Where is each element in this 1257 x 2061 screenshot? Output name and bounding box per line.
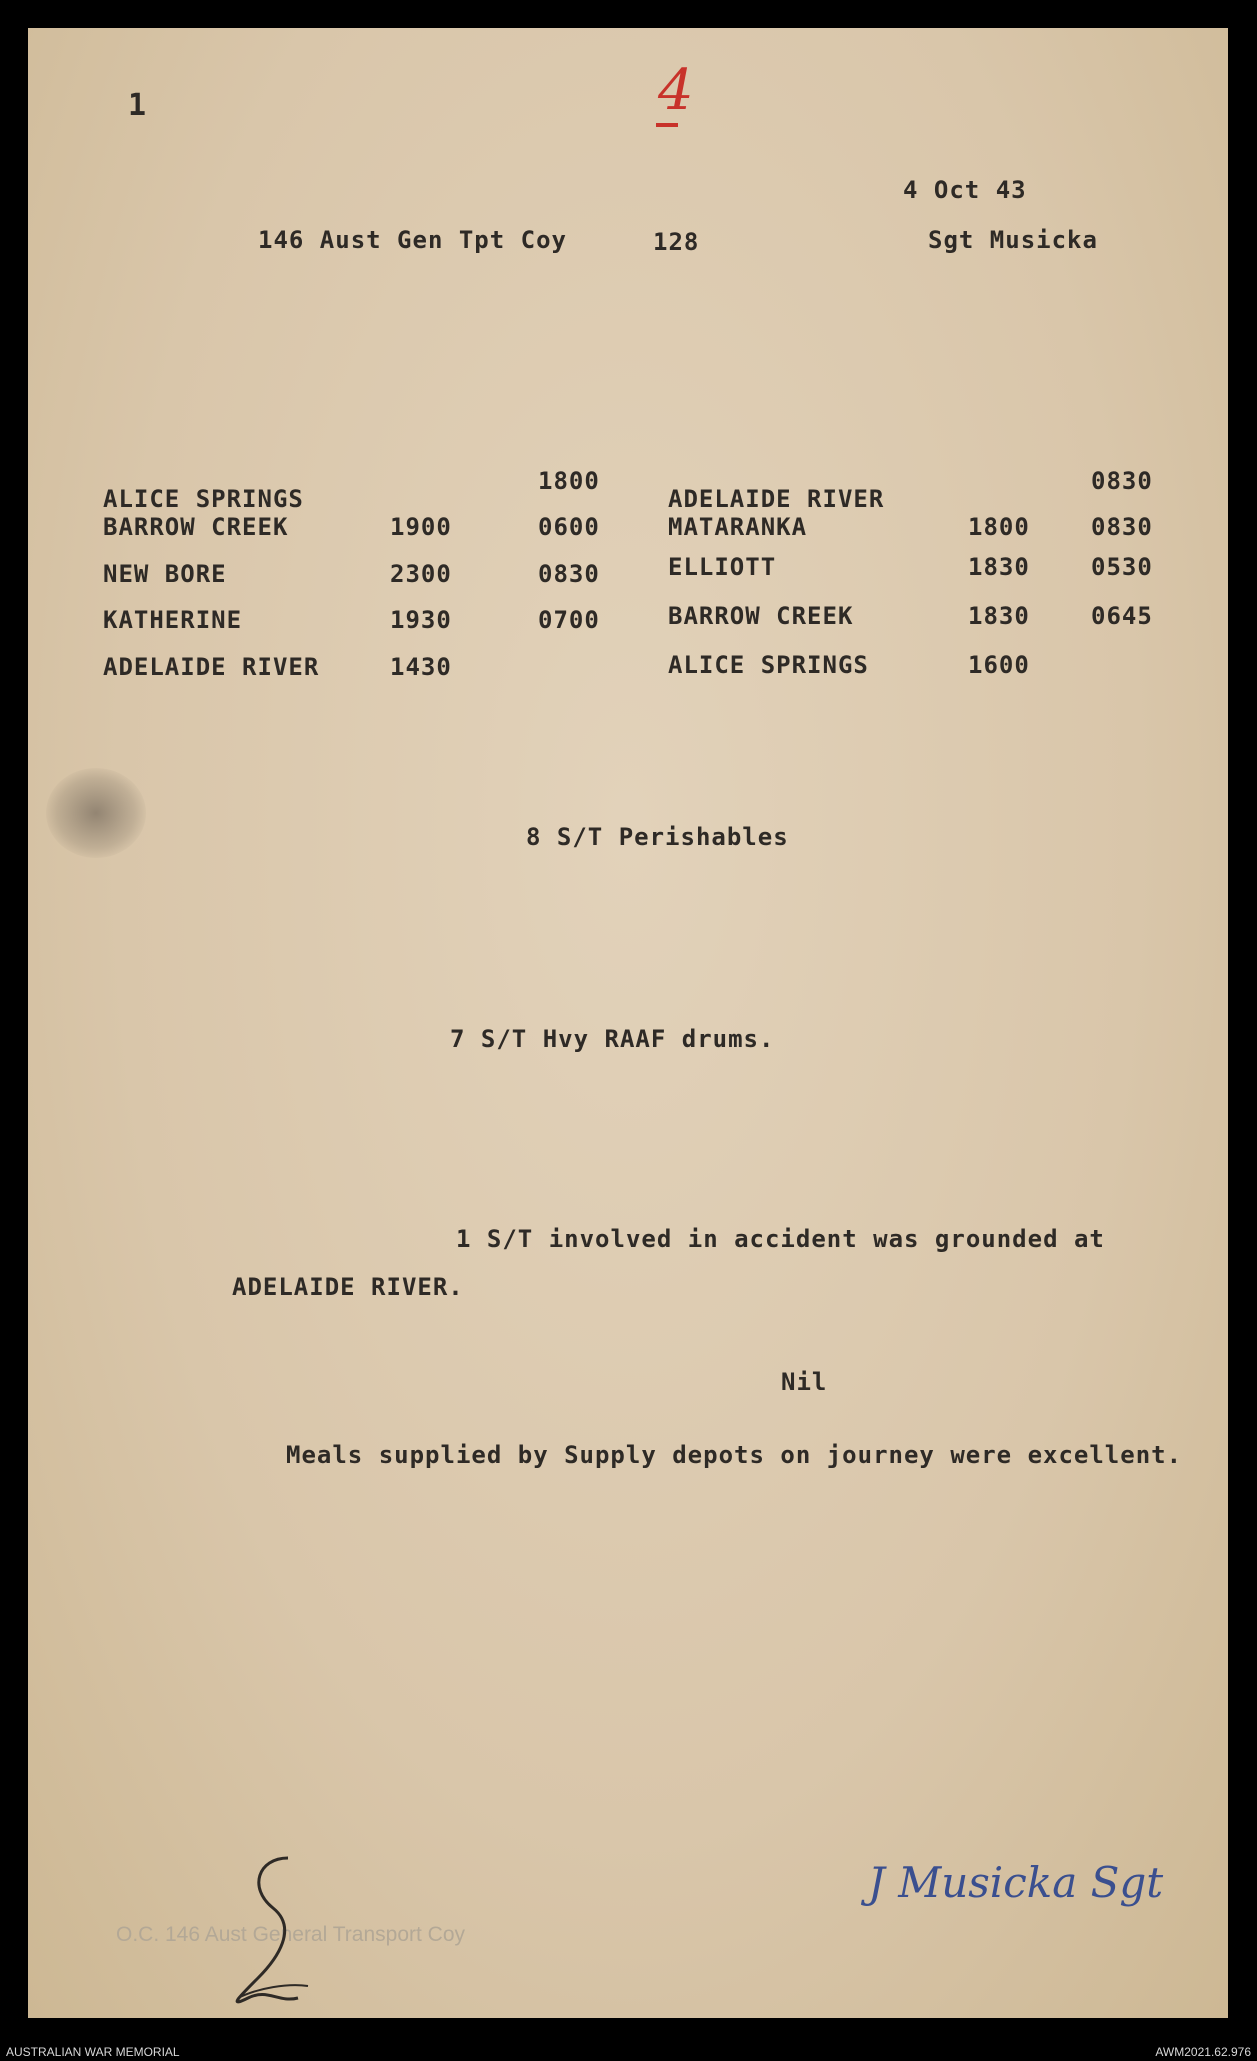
schedule-dep: 0530 bbox=[1091, 553, 1153, 581]
perishables-line: 8 S/T Perishables bbox=[526, 823, 789, 851]
report-date: 4 Oct 43 bbox=[903, 176, 1027, 204]
report-number: 128 bbox=[653, 228, 700, 256]
schedule-place: ALICE SPRINGS bbox=[103, 485, 304, 513]
schedule-place: BARROW CREEK bbox=[103, 513, 289, 541]
schedule-arr: 1600 bbox=[968, 651, 1030, 679]
schedule-arr: 1830 bbox=[968, 553, 1030, 581]
schedule-arr: 1800 bbox=[968, 513, 1030, 541]
schedule-dep: 0830 bbox=[1091, 513, 1153, 541]
schedule-arr: 2300 bbox=[390, 560, 452, 588]
drums-line: 7 S/T Hvy RAAF drums. bbox=[450, 1025, 775, 1053]
nil-line: Nil bbox=[781, 1368, 828, 1396]
oc-stamp: O.C. 146 Aust General Transport Coy bbox=[116, 1923, 466, 1946]
schedule-place: ADELAIDE RIVER bbox=[103, 653, 320, 681]
schedule-dep: 0700 bbox=[538, 606, 600, 634]
accident-line-2: ADELAIDE RIVER. bbox=[232, 1273, 464, 1301]
unit-name: 146 Aust Gen Tpt Coy bbox=[258, 226, 567, 254]
schedule-place: ALICE SPRINGS bbox=[668, 651, 869, 679]
schedule-dep: 1800 bbox=[538, 467, 600, 495]
footer-left: AUSTRALIAN WAR MEMORIAL bbox=[6, 2045, 180, 2059]
schedule-arr: 1830 bbox=[968, 602, 1030, 630]
document-page bbox=[28, 28, 1228, 2018]
oc-signature-scribble bbox=[218, 1848, 328, 2018]
schedule-place: ADELAIDE RIVER bbox=[668, 485, 885, 513]
nco-name: Sgt Musicka bbox=[928, 226, 1098, 254]
schedule-dep: 0600 bbox=[538, 513, 600, 541]
schedule-arr: 1430 bbox=[390, 653, 452, 681]
handwritten-signature: J Musicka Sgt bbox=[868, 1858, 1164, 1907]
accident-line-1: 1 S/T involved in accident was grounded at bbox=[456, 1225, 1105, 1253]
smudge-mark bbox=[46, 768, 146, 858]
schedule-place: MATARANKA bbox=[668, 513, 808, 541]
schedule-arr: 1900 bbox=[390, 513, 452, 541]
schedule-dep: 0830 bbox=[1091, 467, 1153, 495]
page-number-mark: 4 bbox=[658, 58, 694, 123]
footer-right: AWM2021.62.976 bbox=[1155, 2045, 1251, 2059]
schedule-place: NEW BORE bbox=[103, 560, 227, 588]
schedule-place: ELLIOTT bbox=[668, 553, 777, 581]
schedule-dep: 0830 bbox=[538, 560, 600, 588]
schedule-place: BARROW CREEK bbox=[668, 602, 854, 630]
meals-line: Meals supplied by Supply depots on journey were excellent. bbox=[286, 1441, 1183, 1469]
corner-mark: 1 bbox=[128, 88, 147, 123]
schedule-arr: 1930 bbox=[390, 606, 452, 634]
schedule-place: KATHERINE bbox=[103, 606, 243, 634]
schedule-dep: 0645 bbox=[1091, 602, 1153, 630]
page-number-underline bbox=[656, 123, 678, 127]
